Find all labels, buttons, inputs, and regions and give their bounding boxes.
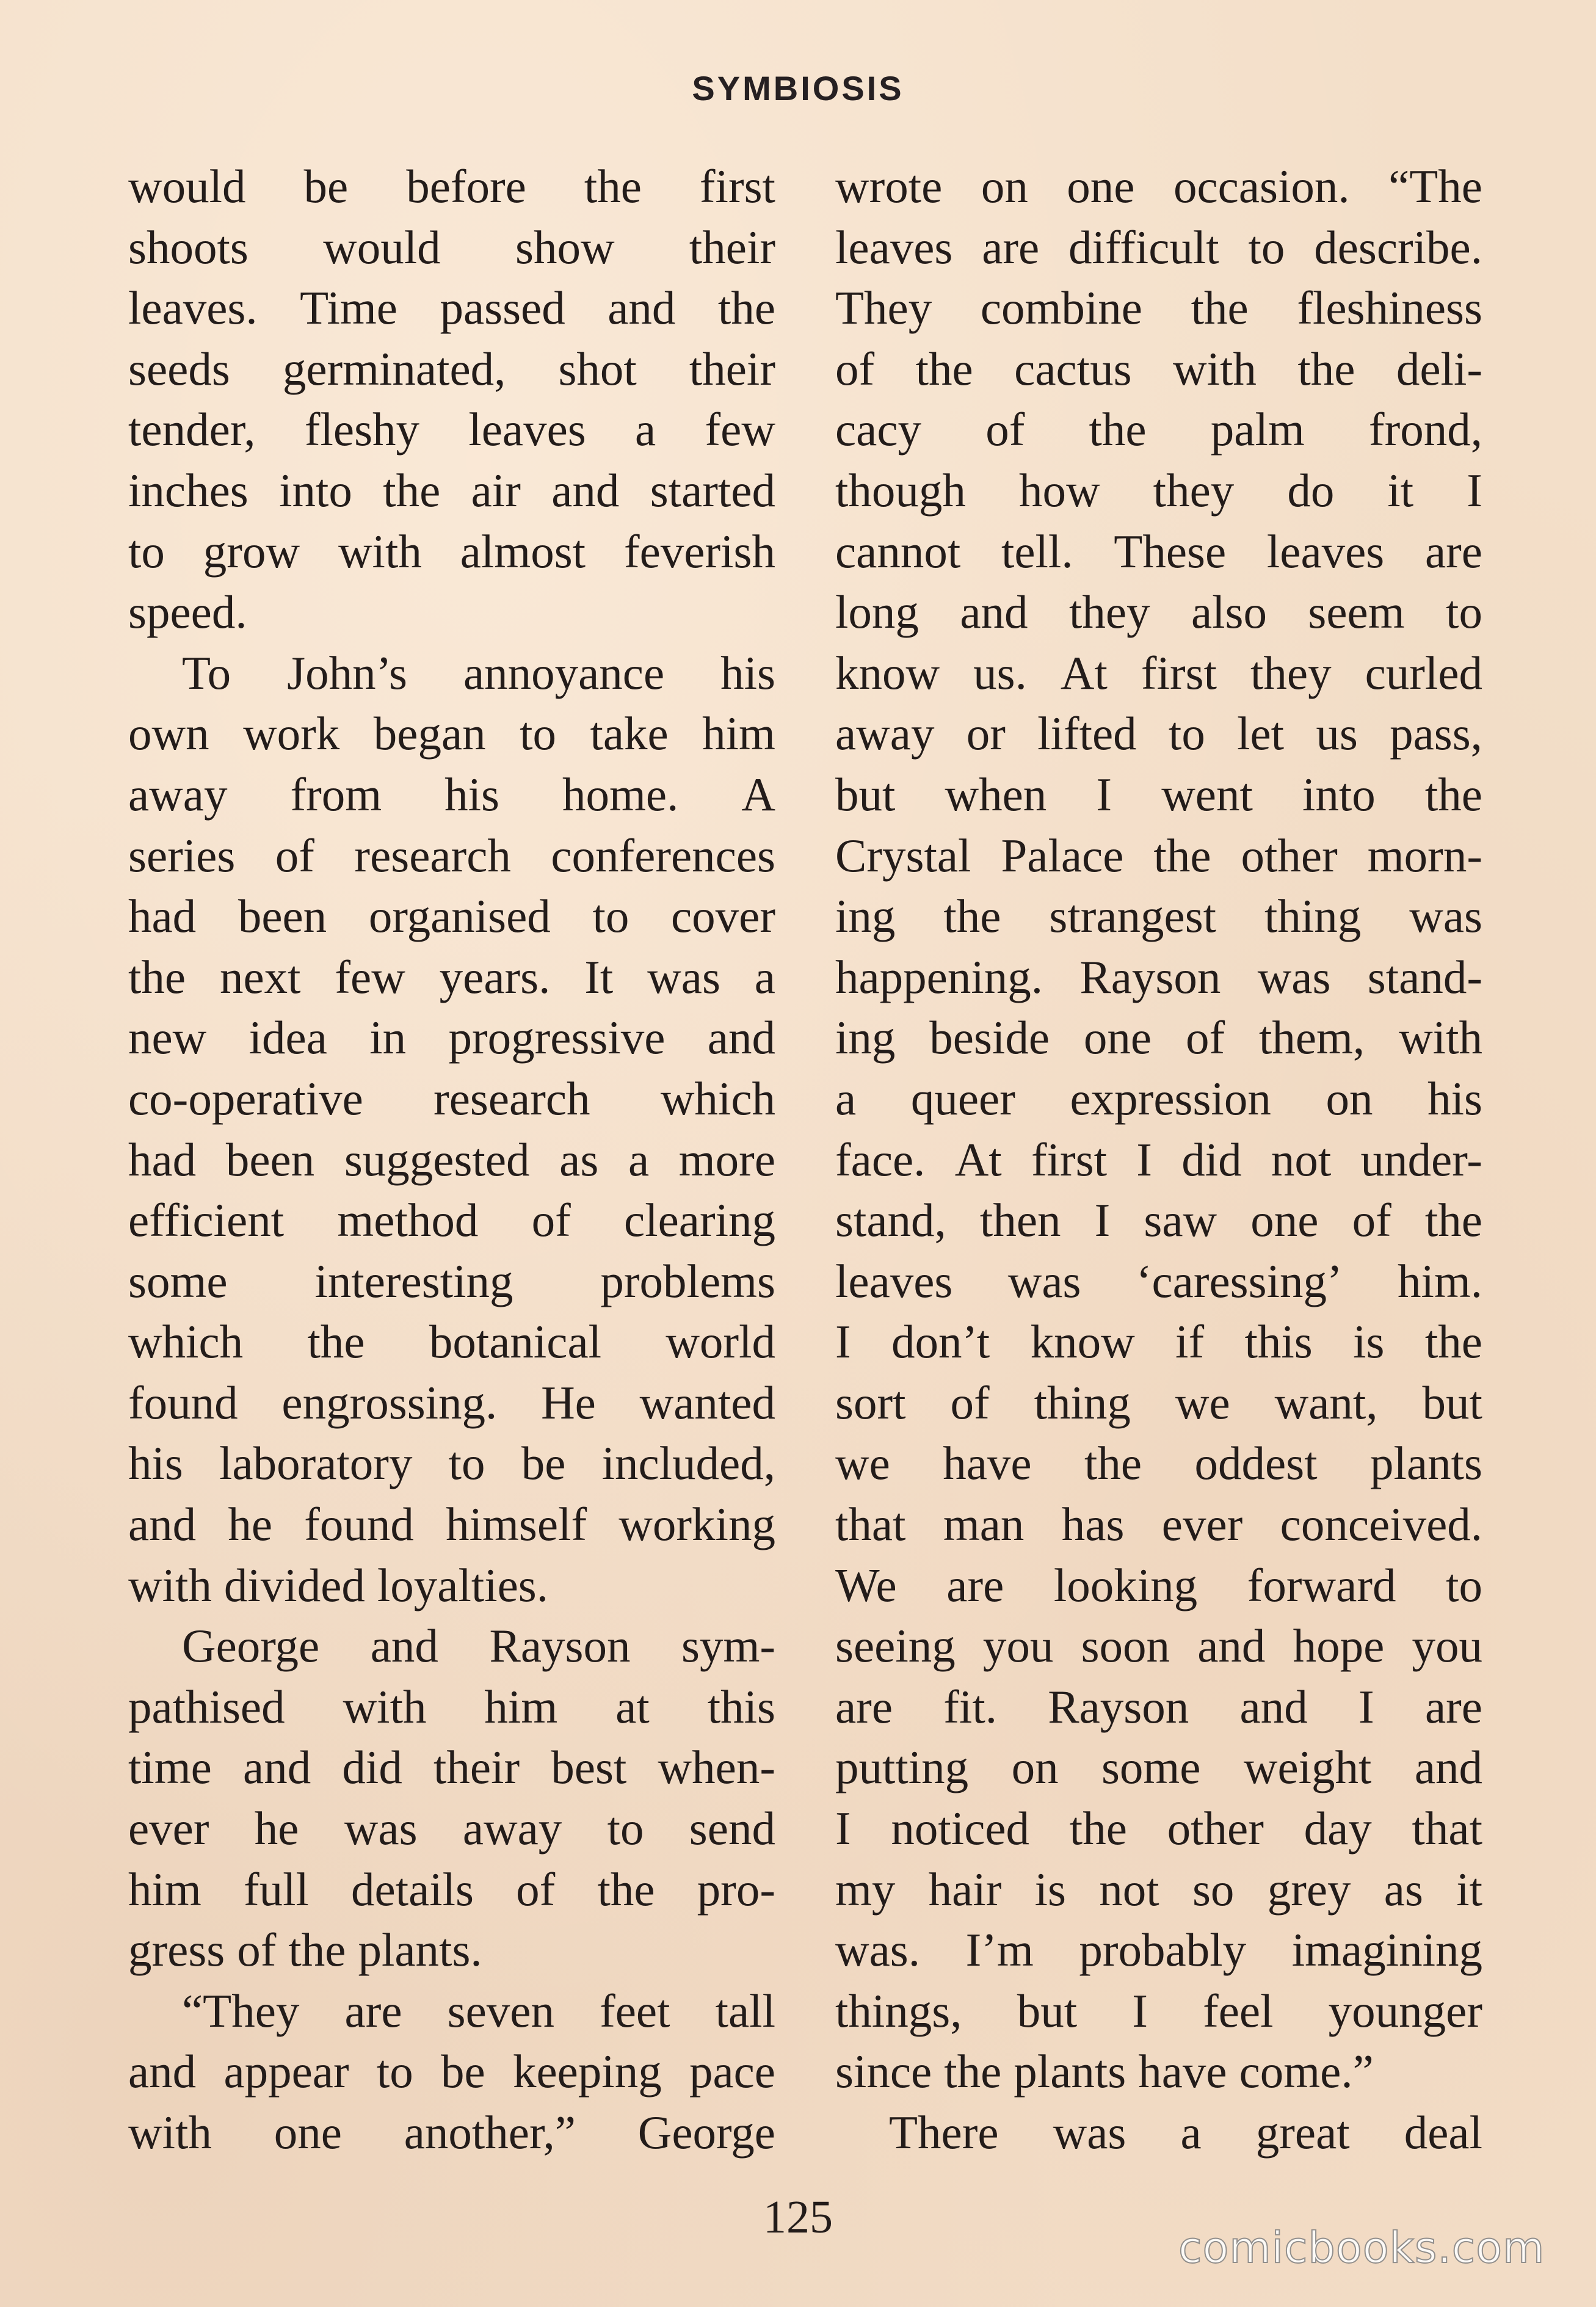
text-line: are fit. Rayson and I are bbox=[835, 1680, 1482, 1733]
text-line: shoots would show their bbox=[128, 220, 775, 274]
text-line: long and they also seem to bbox=[835, 586, 1482, 639]
text-line: I noticed the other day that bbox=[835, 1802, 1482, 1855]
text-line: stand, then I saw one of the bbox=[835, 1194, 1482, 1247]
text-line: leaves are difficult to describe. bbox=[835, 220, 1482, 274]
text-line: seeing you soon and hope you bbox=[835, 1619, 1482, 1673]
text-line: would be before the first bbox=[128, 160, 775, 213]
text-line: pathised with him at this bbox=[128, 1680, 775, 1733]
text-line: tender, fleshy leaves a few bbox=[128, 403, 775, 456]
text-line: found engrossing. He wanted bbox=[128, 1376, 775, 1429]
text-line: ing the strangest thing was bbox=[835, 890, 1482, 943]
text-line: had been suggested as a more bbox=[128, 1133, 775, 1186]
text-line: series of research conferences bbox=[128, 829, 775, 882]
text-line: inches into the air and started bbox=[128, 463, 775, 517]
text-line: Crystal Palace the other morn- bbox=[835, 829, 1482, 882]
text-line: We are looking forward to bbox=[835, 1558, 1482, 1611]
text-line: time and did their best when- bbox=[128, 1741, 775, 1794]
text-line: some interesting problems bbox=[128, 1254, 775, 1307]
text-line: ever he was away to send bbox=[128, 1802, 775, 1855]
text-line: and appear to be keeping pace bbox=[128, 2045, 775, 2098]
text-line: cannot tell. These leaves are bbox=[835, 525, 1482, 578]
text-line: away or lifted to let us pass, bbox=[835, 707, 1482, 760]
text-line: was. I’m probably imagining bbox=[835, 1924, 1482, 1977]
text-line: seeds germinated, shot their bbox=[128, 342, 775, 395]
right-column bbox=[835, 156, 1482, 2163]
text-line: wrote on one occasion. “The bbox=[835, 160, 1482, 213]
text-line: leaves was ‘caressing’ him. bbox=[835, 1254, 1482, 1307]
left-column bbox=[128, 156, 775, 2163]
text-line: know us. At first they curled bbox=[835, 646, 1482, 699]
text-line: I don’t know if this is the bbox=[835, 1315, 1482, 1368]
text-line: we have the oddest plants bbox=[835, 1437, 1482, 1490]
text-line: but when I went into the bbox=[835, 768, 1482, 821]
text-line: face. At first I did not under- bbox=[835, 1133, 1482, 1186]
text-line: sort of thing we want, but bbox=[835, 1376, 1482, 1429]
text-line: “They are seven feet tall bbox=[182, 1984, 775, 2037]
text-line: since the plants have come.” bbox=[835, 2045, 1374, 2098]
text-line: that man has ever conceived. bbox=[835, 1498, 1482, 1551]
text-line: had been organised to cover bbox=[128, 890, 775, 943]
text-line: which the botanical world bbox=[128, 1315, 775, 1368]
text-line: They combine the fleshiness bbox=[835, 282, 1482, 335]
text-line: with one another,” George bbox=[128, 2106, 775, 2159]
text-line: cacy of the palm frond, bbox=[835, 403, 1482, 456]
text-line: my hair is not so grey as it bbox=[835, 1862, 1482, 1916]
text-line: new idea in progressive and bbox=[128, 1011, 775, 1064]
text-line: away from his home. A bbox=[128, 768, 775, 821]
text-line: things, but I feel younger bbox=[835, 1984, 1482, 2037]
text-line: ing beside one of them, with bbox=[835, 1011, 1482, 1064]
text-line: him full details of the pro- bbox=[128, 1862, 775, 1916]
text-line: the next few years. It was a bbox=[128, 950, 775, 1003]
text-line: efficient method of clearing bbox=[128, 1194, 775, 1247]
text-line: with divided loyalties. bbox=[128, 1558, 549, 1611]
text-line: There was a great deal bbox=[889, 2106, 1482, 2159]
text-line: and he found himself working bbox=[128, 1498, 775, 1551]
text-line: of the cactus with the deli- bbox=[835, 342, 1482, 395]
watermark: comicbooks.com bbox=[1178, 2223, 1545, 2273]
running-head: SYMBIOSIS bbox=[692, 69, 904, 107]
text-line: to grow with almost feverish bbox=[128, 525, 775, 578]
page-number: 125 bbox=[763, 2192, 833, 2243]
text-line: George and Rayson sym- bbox=[182, 1619, 775, 1673]
text-line: happening. Rayson was stand- bbox=[835, 950, 1482, 1003]
text-line: co-operative research which bbox=[128, 1072, 775, 1125]
text-line: putting on some weight and bbox=[835, 1741, 1482, 1794]
text-line: own work began to take him bbox=[128, 707, 775, 760]
text-line: speed. bbox=[128, 586, 247, 639]
text-line: his laboratory to be included, bbox=[128, 1437, 775, 1490]
text-line: a queer expression on his bbox=[835, 1072, 1482, 1125]
text-line: To John’s annoyance his bbox=[182, 646, 775, 699]
text-line: leaves. Time passed and the bbox=[128, 282, 775, 335]
text-line: though how they do it I bbox=[835, 463, 1482, 517]
text-line: gress of the plants. bbox=[128, 1924, 482, 1977]
